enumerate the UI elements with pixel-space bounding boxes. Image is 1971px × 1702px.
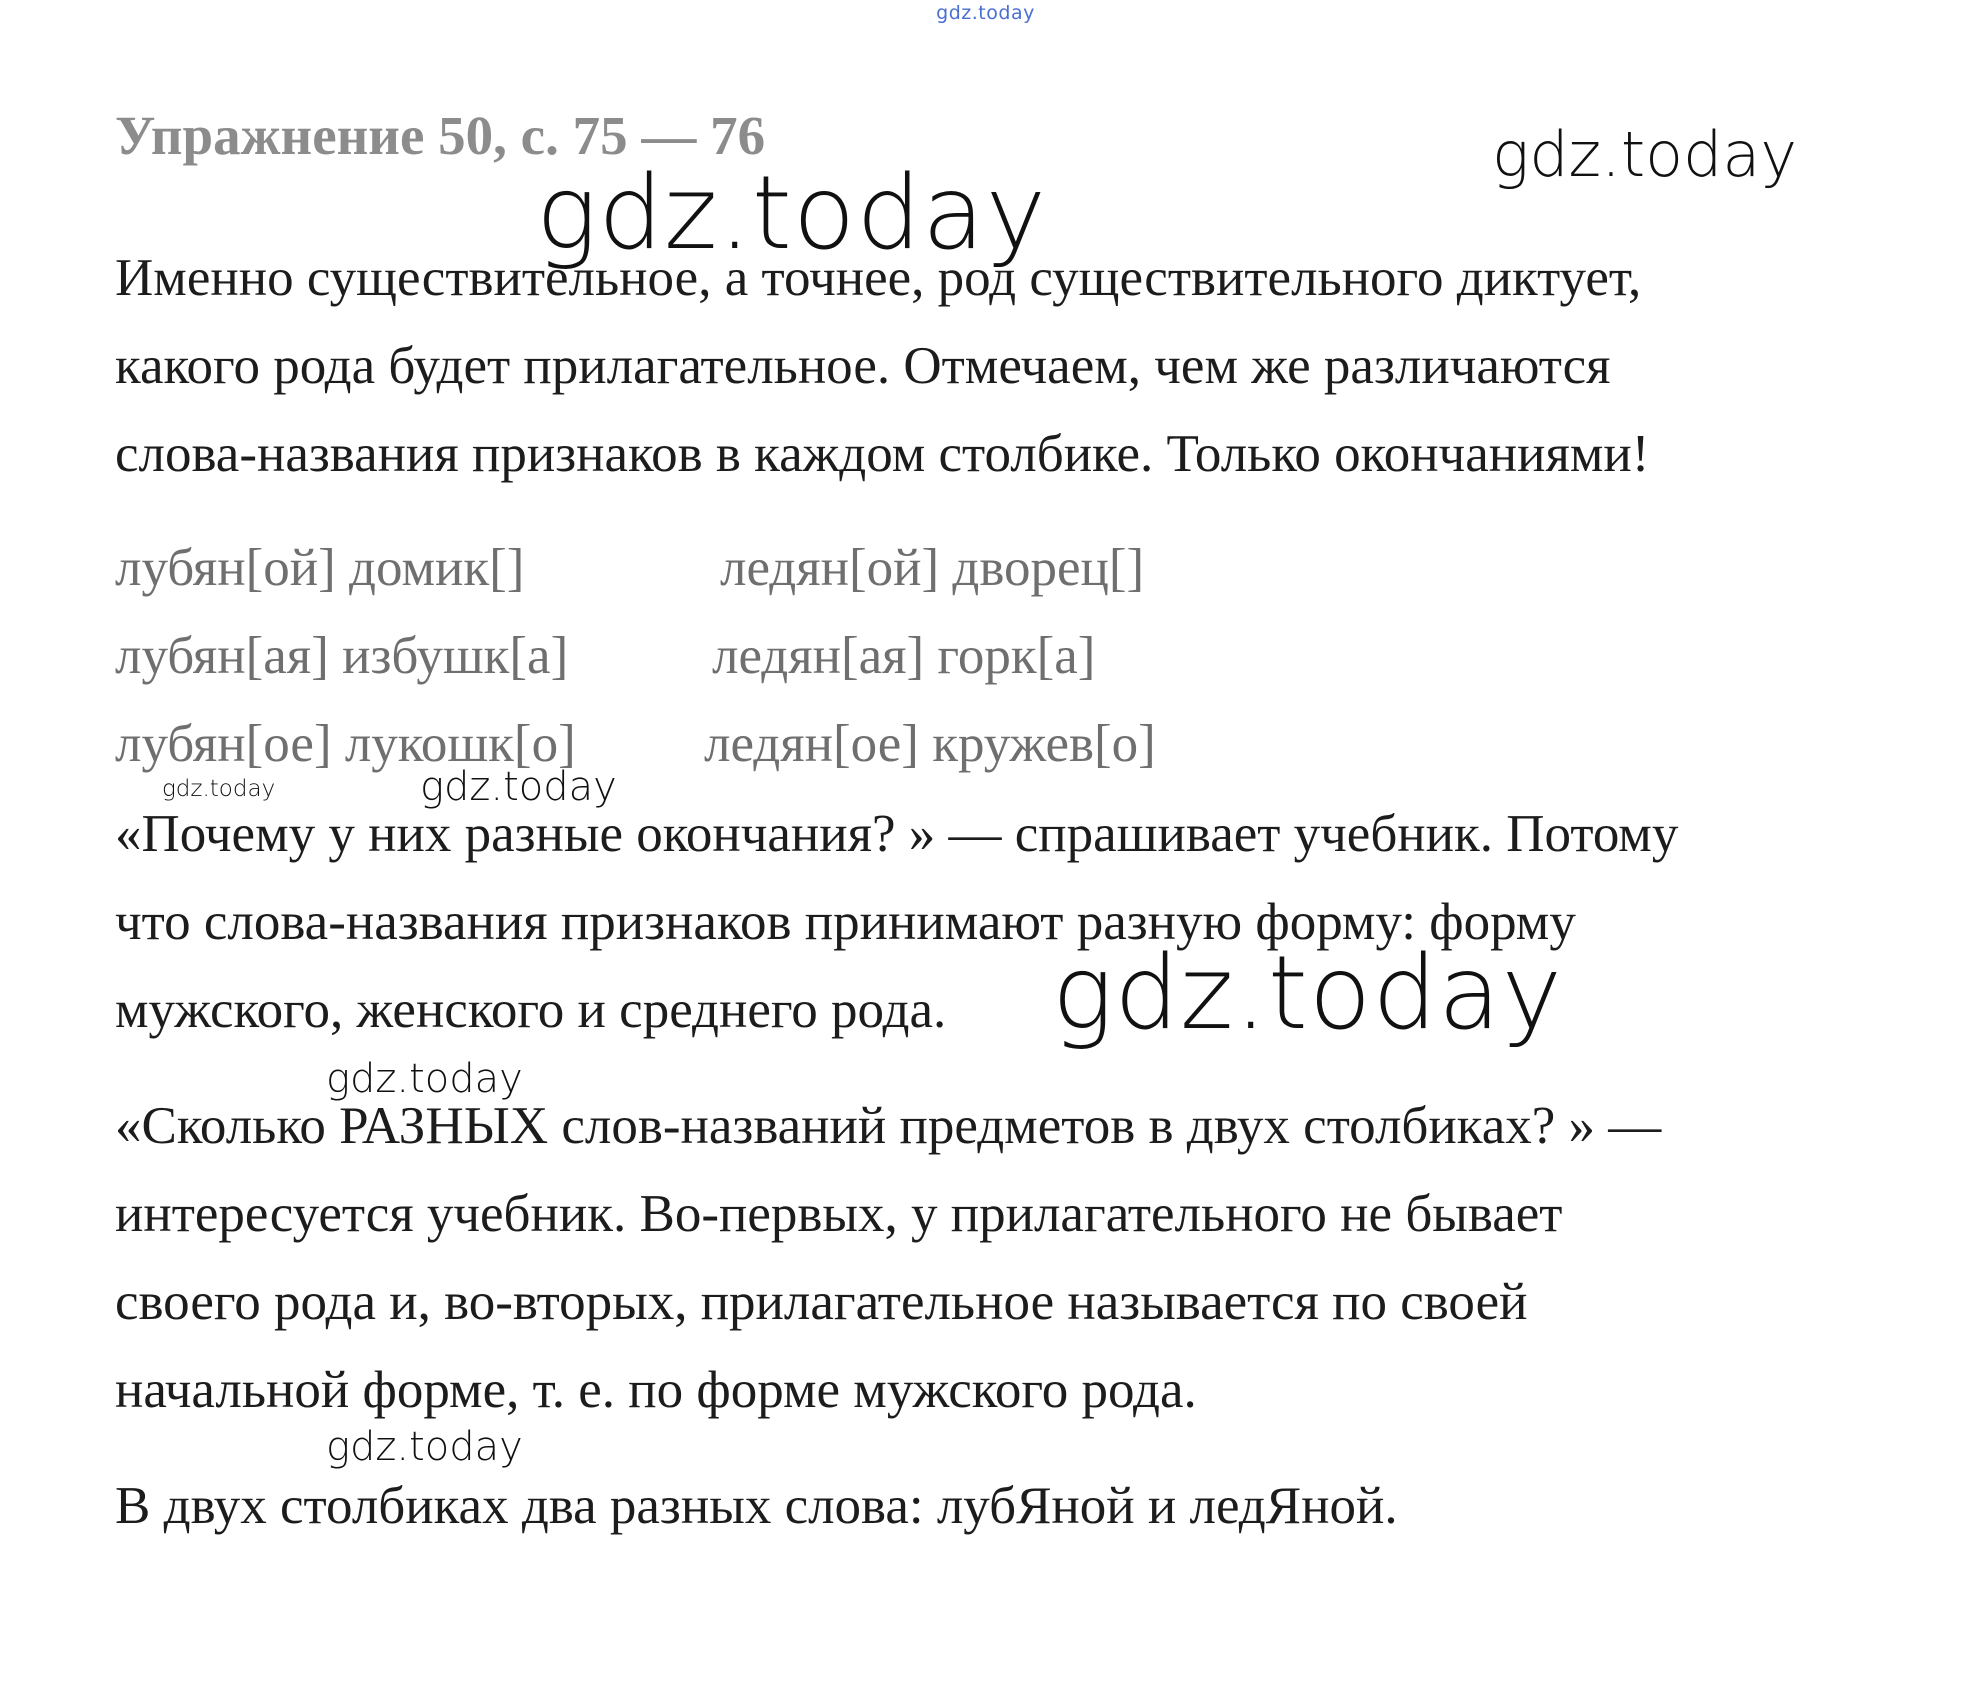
text-line: начальной форме, т. е. по форме мужского рода. bbox=[115, 1361, 1197, 1419]
paragraph-conclusion bbox=[115, 1462, 1398, 1550]
text-line: «Почему у них разные окончания? » — спрашивает учебник. Потому bbox=[115, 805, 1679, 863]
top-watermark: gdz.today bbox=[936, 2, 1035, 24]
text-line: В двух столбиках два разных слова: лубЯной и ледЯной. bbox=[115, 1477, 1398, 1535]
watermark: gdz.today bbox=[420, 764, 617, 810]
example-left-2: лубян[ая] избушк[а] bbox=[115, 627, 569, 685]
text-line: мужского, женского и среднего рода. bbox=[115, 981, 947, 1039]
watermark: gdz.today bbox=[1492, 118, 1798, 191]
watermark: gdz.today bbox=[1052, 934, 1563, 1053]
text-line: слова-названия признаков в каждом столбике. Только окончаниями! bbox=[115, 425, 1650, 483]
watermark: gdz.today bbox=[162, 776, 276, 802]
watermark: gdz.today bbox=[536, 154, 1047, 273]
text-line: какого рода будет прилагательное. Отмечаем, чем же различаются bbox=[115, 337, 1611, 395]
example-left-1: лубян[ой] домик[] bbox=[115, 539, 525, 597]
exercise-title: Упражнение 50, с. 75 — 76 bbox=[115, 105, 766, 166]
example-right-3: ледян[ое] кружев[о] bbox=[704, 715, 1156, 773]
paragraph-intro bbox=[115, 234, 1649, 498]
text-line: интересуется учебник. Во-первых, у прилагательного не бывает bbox=[115, 1185, 1563, 1243]
example-left-3: лубян[ое] лукошк[о] bbox=[115, 715, 576, 773]
example-right-2: ледян[ая] горк[а] bbox=[712, 627, 1096, 685]
text-line: Именно существительное, а точнее, род существительного диктует, bbox=[115, 249, 1642, 307]
example-right-1: ледян[ой] дворец[] bbox=[720, 539, 1145, 597]
paragraph-how-many bbox=[115, 1082, 1661, 1434]
text-line: что слова-названия признаков принимают разную форму: форму bbox=[115, 893, 1576, 951]
text-line: своего рода и, во-вторых, прилагательное называется по своей bbox=[115, 1273, 1528, 1331]
text-line: «Сколько РАЗНЫХ слов-названий предметов в двух столбиках? » — bbox=[115, 1097, 1662, 1155]
watermark: gdz.today bbox=[326, 1424, 523, 1470]
watermark: gdz.today bbox=[326, 1056, 523, 1102]
